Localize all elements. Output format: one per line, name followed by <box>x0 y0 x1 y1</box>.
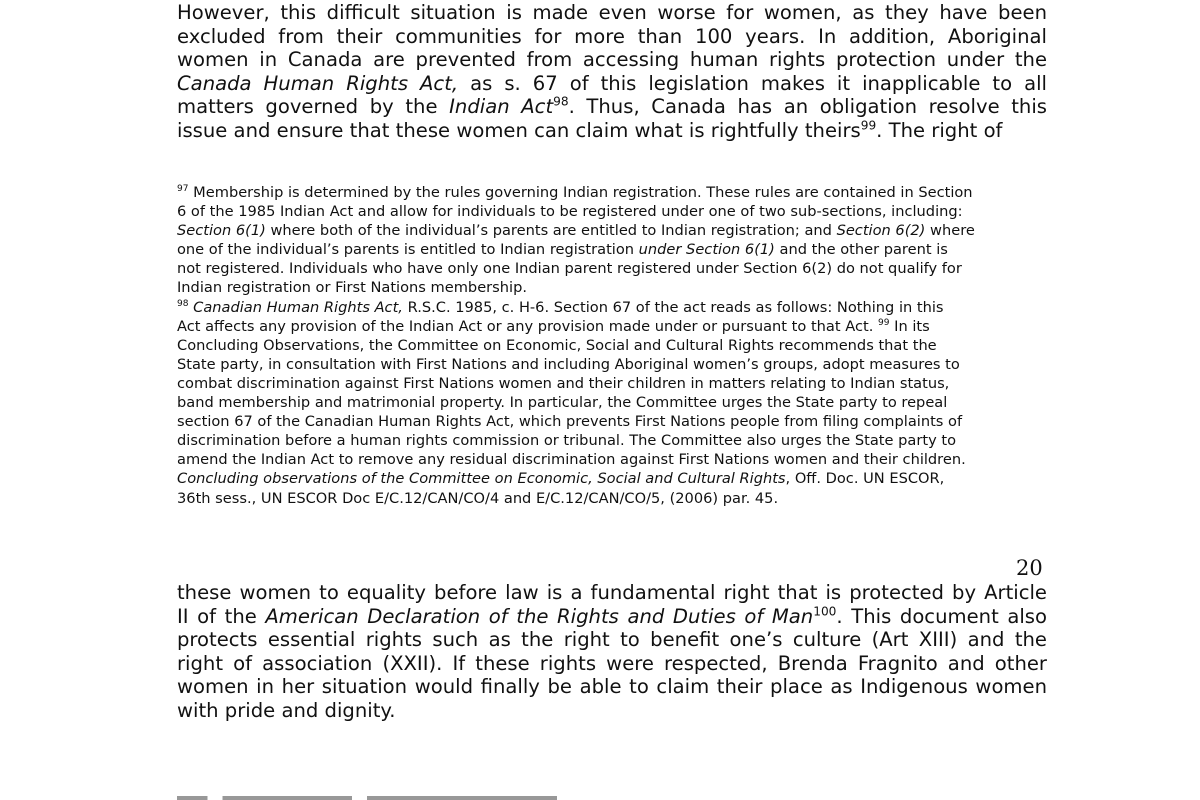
footnote-text: Membership is determined by the rules governing Indian registration. These rules are contained in Section <box>188 184 973 201</box>
paragraph-text: matters governed by the <box>177 95 450 119</box>
footnote-97-line <box>177 221 1047 240</box>
footnote-98-line <box>177 298 1047 317</box>
footnote-italic: under Section 6(1) <box>638 241 775 259</box>
footnote-text: where <box>925 222 975 240</box>
paragraph-text: . This document also <box>836 604 1047 628</box>
paragraph-text: II of the <box>177 604 266 628</box>
footnote-99-line: 36th sess., UN ESCOR Doc E/C.12/CAN/CO/4 and E/C.12/CAN/CO/5, (2006) par. 45. <box>177 489 779 507</box>
footnote-99-line: combat discrimination against First Nations women and their children in matters relating to Indian status, <box>177 374 950 392</box>
act-title-italic: Indian Act <box>449 95 554 119</box>
footnote-99-line: amend the Indian Act to remove any residual discrimination against First Nations women and their children. <box>177 451 966 469</box>
paragraph-line: excluded from their communities for more than 100 years. In addition, Aboriginal <box>177 24 1047 48</box>
footnote-99-line: discrimination before a human rights commission or tribunal. The Committee also urges the State party to <box>177 432 957 450</box>
footnote-99-line <box>177 469 1047 488</box>
body-paragraph-top <box>177 1 1047 143</box>
paragraph-line: these women to equality before law is a fundamental right that is protected by Article <box>177 581 1047 604</box>
act-title-italic: Canada Human Rights Act, <box>177 71 459 95</box>
footnote-italic: Section 6(2) <box>836 222 926 240</box>
footnote-97-line: not registered. Individuals who have only one Indian parent registered under Section 6(2) do not qualify for <box>177 260 962 278</box>
footnote-number-98: 98 <box>177 298 189 309</box>
paragraph-line <box>177 605 1047 629</box>
footnote-ref-100[interactable]: 100 <box>813 604 837 619</box>
footnote-99-line: section 67 of the Canadian Human Rights Act, which prevents First Nations people from filing complaints of <box>177 413 963 431</box>
footnote-number-97: 97 <box>177 184 189 195</box>
footnote-99-line: Concluding Observations, the Committee on Economic, Social and Cultural Rights recommends that the <box>177 336 937 354</box>
paragraph-line: with pride and dignity. <box>177 698 396 722</box>
paragraph-text: . The right of <box>876 118 1003 142</box>
declaration-title-italic: American Declaration of the Rights and Duties of Man <box>265 604 814 628</box>
footnote-text: , Off. Doc. UN ESCOR, <box>785 470 945 488</box>
footnote-99-line: band membership and matrimonial property. In particular, the Committee urges the State party to repeal <box>177 394 948 412</box>
page-number: 20 <box>1016 556 1043 580</box>
footnote-97-line: 6 of the 1985 Indian Act and allow for individuals to be registered under one of two sub-sections, including: <box>177 203 963 221</box>
paragraph-line: women in Canada are prevented from accessing human rights protection under the <box>177 48 1047 72</box>
footnote-97-line <box>177 183 1047 202</box>
footnote-99-line: State party, in consultation with First Nations and including Aboriginal women’s groups, adopt measures to <box>177 355 960 373</box>
footnote-number-99: 99 <box>877 317 890 328</box>
footnote-98-line <box>177 317 1047 336</box>
paragraph-text: issue and ensure that these women can claim what is rightfully theirs <box>177 118 861 142</box>
paragraph-line: protects essential rights such as the right to benefit one’s culture (Art XIII) and the <box>177 628 1047 652</box>
footnote-italic: Section 6(1) <box>177 222 266 240</box>
paragraph-line: women in her situation would finally be able to claim their place as Indigenous women <box>177 675 1047 699</box>
footnote-ref-98[interactable]: 98 <box>553 94 569 109</box>
footnote-text: one of the individual’s parents is entitled to Indian registration <box>177 241 639 259</box>
footnote-text: Act affects any provision of the Indian Act or any provision made under or pursuant to that Act. <box>177 317 878 335</box>
paragraph-line: However, this difficult situation is made even worse for women, as they have been <box>177 1 1047 24</box>
body-paragraph-bottom <box>177 581 1047 723</box>
paragraph-line: right of association (XXII). If these rights were respected, Brenda Fragnito and other <box>177 651 1047 675</box>
cropped-next-line-fragment <box>177 796 557 800</box>
footnote-text: R.S.C. 1985, c. H-6. Section 67 of the act reads as follows: Nothing in this <box>402 298 944 316</box>
footnote-ref-99[interactable]: 99 <box>860 118 877 133</box>
footnote-97-line <box>177 240 1047 259</box>
footnote-italic: Canadian Human Rights Act, <box>188 298 403 316</box>
footnote-text: In its <box>889 317 930 335</box>
footnote-text: where both of the individual’s parents are entitled to Indian registration; and <box>265 222 837 240</box>
paragraph-line <box>177 95 1047 119</box>
paragraph-line <box>177 72 1047 96</box>
footnote-97-line: Indian registration or First Nations membership. <box>177 279 527 297</box>
paragraph-text: as s. 67 of this legislation makes it inapplicable to all <box>458 71 1047 95</box>
paragraph-line <box>177 119 1047 143</box>
footnote-italic: Concluding observations of the Committee on Economic, Social and Cultural Rights <box>177 470 786 488</box>
footnotes-block <box>177 183 1047 508</box>
footnote-text: and the other parent is <box>774 241 948 259</box>
paragraph-text: . Thus, Canada has an obligation resolve this <box>568 95 1048 119</box>
